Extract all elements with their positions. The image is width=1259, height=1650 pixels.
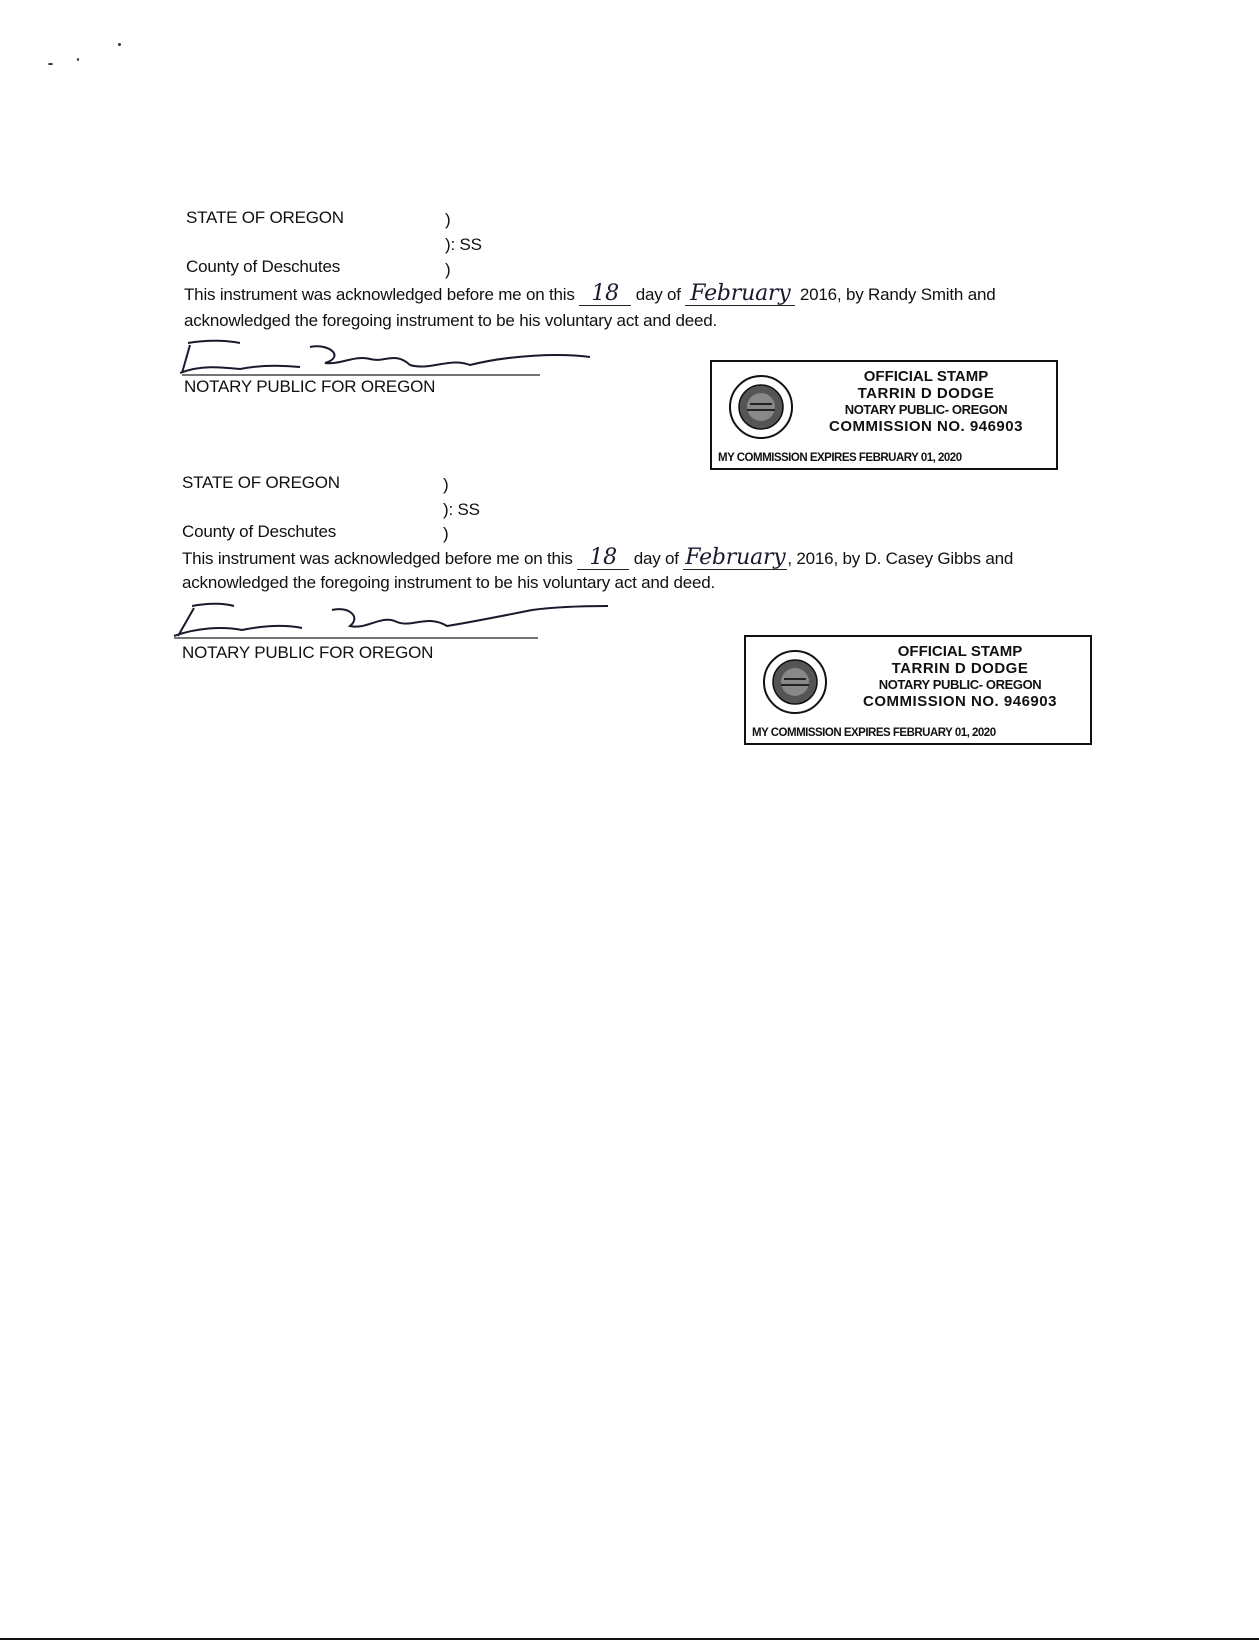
county-label: County of Deschutes: [186, 257, 341, 276]
ss-label: ): SS: [445, 235, 482, 254]
paren: ): [445, 260, 451, 279]
stamp-line: NOTARY PUBLIC- OREGON: [878, 677, 1042, 692]
paren: ): [445, 210, 451, 229]
handwritten-month: February: [685, 545, 786, 570]
stamp-line: COMMISSION NO. 946903: [863, 693, 1057, 710]
handwritten-day: 18: [577, 547, 629, 570]
stamp-line: OFFICIAL STAMP: [863, 368, 989, 385]
county-label: County of Deschutes: [182, 522, 337, 541]
ack-text: day of: [633, 549, 679, 568]
stamp-line: TARRIN D DODGE: [857, 385, 995, 402]
stamp-expiry: MY COMMISSION EXPIRES FEBRUARY 01, 2020: [718, 452, 962, 464]
official-stamp: [710, 360, 1058, 470]
ack-text: 2016, by Randy Smith and: [799, 285, 996, 304]
notary-public-label: NOTARY PUBLIC FOR OREGON: [182, 643, 434, 662]
oregon-seal-icon: [762, 649, 828, 715]
acknowledgment-line-1: [182, 547, 1013, 570]
notary-public-label: NOTARY PUBLIC FOR OREGON: [184, 377, 436, 396]
notary-signature: [180, 335, 600, 380]
scan-edge-line: [0, 1638, 1259, 1640]
ack-text: This instrument was acknowledged before me on this: [184, 285, 575, 304]
ack-text: day of: [635, 285, 681, 304]
state-label: STATE OF OREGON: [186, 208, 344, 227]
paren: ): [443, 475, 449, 494]
acknowledgment-line-2: acknowledged the foregoing instrument to be his voluntary act and deed.: [184, 311, 717, 330]
stamp-line: NOTARY PUBLIC- OREGON: [844, 402, 1008, 417]
stamp-line: OFFICIAL STAMP: [897, 643, 1023, 660]
oregon-seal-icon: [728, 374, 794, 440]
ack-text: , 2016, by D. Casey Gibbs and: [787, 549, 1014, 568]
scan-speck: [48, 63, 53, 65]
ss-label: ): SS: [443, 500, 480, 519]
ack-text: This instrument was acknowledged before me on this: [182, 549, 573, 568]
handwritten-month: February: [685, 283, 795, 306]
paren: ): [443, 524, 449, 543]
handwritten-day: 18: [579, 283, 631, 306]
official-stamp: [744, 635, 1092, 745]
stamp-line: COMMISSION NO. 946903: [829, 418, 1023, 435]
scan-speck: [77, 58, 79, 61]
stamp-line: TARRIN D DODGE: [891, 660, 1029, 677]
notary-signature: [172, 600, 612, 645]
state-label: STATE OF OREGON: [182, 473, 340, 492]
stamp-expiry: MY COMMISSION EXPIRES FEBRUARY 01, 2020: [752, 727, 996, 739]
scan-speck: [118, 43, 121, 46]
acknowledgment-line-2: acknowledged the foregoing instrument to be his voluntary act and deed.: [182, 573, 715, 592]
acknowledgment-line-1: [184, 283, 995, 306]
